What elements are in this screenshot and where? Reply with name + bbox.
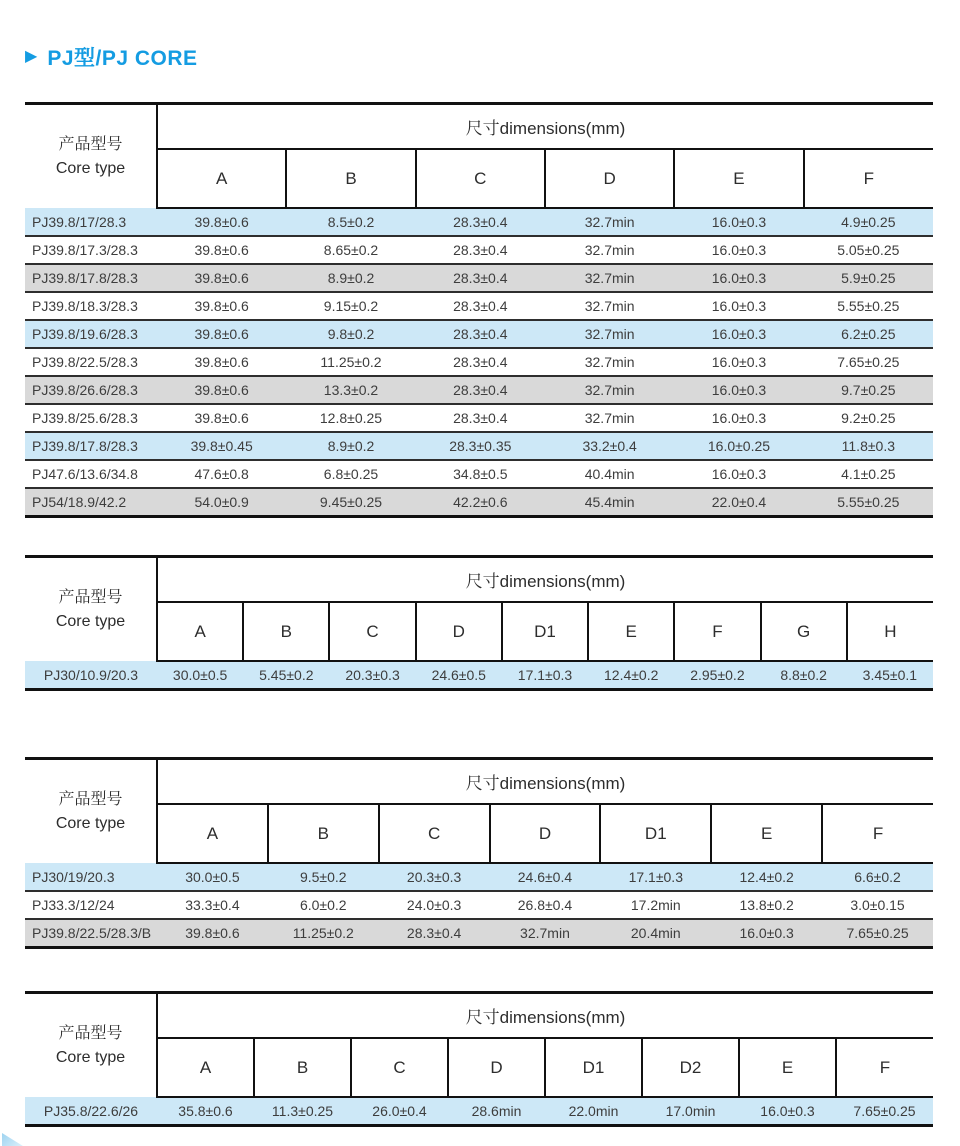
value-cell: 32.7min: [584, 410, 635, 426]
page-title-text: PJ型/PJ CORE: [47, 47, 198, 70]
value-cell: 39.8±0.6: [194, 298, 249, 314]
table-row: [25, 460, 933, 488]
value-cell: 39.8±0.45: [190, 438, 253, 454]
table-row: [25, 1097, 933, 1126]
value-cell: 39.8±0.6: [194, 326, 249, 342]
corner-decoration: [2, 1133, 23, 1146]
core-type-cell: PJ39.8/19.6/28.3: [32, 326, 138, 342]
value-cell: 26.8±0.4: [517, 897, 573, 913]
value-cell: 16.0±0.3: [739, 925, 794, 941]
table-row: [25, 863, 933, 891]
table-row: [25, 348, 933, 376]
value-cell: 39.8±0.6: [194, 270, 249, 286]
value-cell: 39.8±0.6: [185, 925, 240, 941]
core-type-cell: PJ47.6/13.6/34.8: [32, 466, 138, 482]
column-header-F: F: [822, 804, 933, 863]
value-cell: 54.0±0.9: [194, 494, 249, 510]
value-cell: 7.65±0.25: [853, 1103, 916, 1119]
column-header-E: E: [588, 602, 674, 661]
core-type-cell: PJ39.8/17.8/28.3: [32, 438, 138, 454]
column-header-C: C: [416, 149, 545, 208]
core-type-cell: PJ30/19/20.3: [32, 868, 115, 885]
table-row: [25, 404, 933, 432]
column-header-D1: D1: [502, 602, 588, 661]
value-cell: 28.3±0.4: [453, 410, 508, 426]
value-cell: 20.4min: [630, 925, 681, 941]
value-cell: 9.5±0.2: [299, 869, 347, 885]
value-cell: 22.0min: [568, 1103, 619, 1119]
value-cell: 11.25±0.2: [292, 925, 354, 941]
value-cell: 16.0±0.3: [711, 270, 767, 286]
value-cell: 32.7min: [584, 214, 635, 230]
value-cell: 16.0±0.3: [711, 354, 767, 370]
value-cell: 6.8±0.25: [323, 466, 379, 482]
value-cell: 8.9±0.2: [327, 438, 375, 454]
value-cell: 45.4min: [584, 494, 635, 510]
value-cell: 13.8±0.2: [739, 897, 794, 913]
value-cell: 3.0±0.15: [850, 897, 905, 913]
value-cell: 2.95±0.2: [690, 667, 745, 683]
value-cell: 6.0±0.2: [299, 897, 347, 913]
value-cell: 28.3±0.4: [453, 214, 508, 230]
value-cell: 32.7min: [520, 925, 570, 941]
value-cell: 33.3±0.4: [185, 897, 240, 913]
value-cell: 28.3±0.4: [453, 298, 508, 314]
value-cell: 40.4min: [584, 466, 635, 482]
value-cell: 24.6±0.5: [431, 667, 486, 683]
core-type-cell: PJ39.8/22.5/28.3/B: [32, 925, 152, 941]
value-cell: 12.4±0.2: [739, 869, 794, 885]
value-cell: 12.8±0.25: [319, 410, 383, 426]
column-header-D1: D1: [545, 1038, 642, 1097]
tables-container: [25, 102, 933, 1127]
column-header-D: D: [490, 804, 601, 863]
dimensions-table-1: [25, 102, 933, 518]
value-cell: 8.9±0.2: [327, 270, 375, 286]
value-cell: 7.65±0.25: [846, 925, 909, 941]
value-cell: 6.2±0.25: [841, 326, 896, 342]
value-cell: 11.3±0.25: [271, 1103, 334, 1119]
value-cell: 28.3±0.4: [406, 925, 462, 941]
value-cell: 24.0±0.3: [406, 897, 462, 913]
table-row: [25, 376, 933, 404]
column-header-C: C: [379, 804, 490, 863]
value-cell: 39.8±0.6: [194, 214, 249, 230]
core-type-header: 产品型号 Core type: [25, 104, 157, 209]
core-type-cell: PJ39.8/18.3/28.3: [32, 298, 138, 314]
value-cell: 5.05±0.25: [837, 242, 900, 258]
column-header-E: E: [674, 149, 803, 208]
value-cell: 17.0min: [665, 1103, 716, 1119]
value-cell: 17.1±0.3: [628, 869, 683, 885]
value-cell: 16.0±0.3: [711, 214, 767, 230]
core-type-cell: PJ39.8/22.5/28.3: [32, 354, 138, 370]
core-type-cell: PJ35.8/22.6/26: [43, 1102, 139, 1119]
value-cell: 28.3±0.4: [453, 382, 508, 398]
dimensions-table-2: [25, 555, 933, 691]
value-cell: 16.0±0.3: [711, 382, 767, 398]
value-cell: 34.8±0.5: [453, 466, 508, 482]
value-cell: 16.0±0.3: [711, 326, 767, 342]
table-row: [25, 236, 933, 264]
value-cell: 16.0±0.3: [711, 298, 767, 314]
value-cell: 28.6min: [471, 1103, 522, 1119]
value-cell: 16.0±0.3: [711, 242, 767, 258]
value-cell: 4.1±0.25: [841, 466, 896, 482]
value-cell: 39.8±0.6: [194, 354, 249, 370]
column-header-B: B: [268, 804, 379, 863]
table-row: [25, 432, 933, 460]
value-cell: 24.6±0.4: [517, 869, 573, 885]
value-cell: 4.9±0.25: [841, 214, 896, 230]
core-type-cell: PJ39.8/17.3/28.3: [32, 242, 138, 258]
value-cell: 20.3±0.3: [345, 667, 400, 683]
value-cell: 30.0±0.5: [172, 667, 228, 683]
column-header-B: B: [254, 1038, 351, 1097]
column-header-H: H: [847, 602, 933, 661]
table-row: [25, 320, 933, 348]
dimensions-header: 尺寸dimensions(mm): [157, 557, 933, 603]
value-cell: 28.3±0.4: [453, 354, 508, 370]
value-cell: 32.7min: [584, 242, 635, 258]
value-cell: 13.3±0.2: [323, 382, 379, 398]
column-header-E: E: [711, 804, 822, 863]
title-arrow-icon: ▶: [25, 48, 38, 65]
column-header-F: F: [836, 1038, 933, 1097]
column-header-B: B: [243, 602, 329, 661]
column-header-D2: D2: [642, 1038, 739, 1097]
dimensions-header: 尺寸dimensions(mm): [157, 759, 933, 805]
value-cell: 32.7min: [584, 326, 635, 342]
table-row: [25, 891, 933, 919]
value-cell: 20.3±0.3: [406, 869, 462, 885]
value-cell: 8.5±0.2: [327, 214, 375, 230]
column-header-D: D: [545, 149, 674, 208]
column-header-D: D: [448, 1038, 545, 1097]
column-header-F: F: [674, 602, 760, 661]
value-cell: 11.25±0.2: [320, 354, 382, 370]
table-row: [25, 661, 933, 690]
value-cell: 6.6±0.2: [854, 869, 901, 885]
value-cell: 9.8±0.2: [327, 326, 375, 342]
value-cell: 30.0±0.5: [185, 869, 240, 885]
table-row: [25, 919, 933, 948]
core-type-cell: PJ39.8/17/28.3: [32, 213, 127, 230]
value-cell: 42.2±0.6: [453, 494, 508, 510]
column-header-A: A: [157, 149, 286, 208]
value-cell: 39.8±0.6: [194, 382, 249, 398]
value-cell: 5.55±0.25: [837, 298, 900, 314]
table-row: [25, 208, 933, 236]
value-cell: 28.3±0.4: [453, 326, 508, 342]
value-cell: 33.2±0.4: [582, 438, 637, 454]
dimensions-header: 尺寸dimensions(mm): [157, 104, 933, 150]
value-cell: 16.0±0.3: [760, 1103, 815, 1119]
value-cell: 16.0±0.3: [711, 410, 767, 426]
column-header-A: A: [157, 602, 243, 661]
value-cell: 9.15±0.2: [323, 298, 379, 314]
column-header-D1: D1: [600, 804, 711, 863]
value-cell: 32.7min: [584, 354, 635, 370]
column-header-A: A: [157, 804, 268, 863]
table-row: [25, 264, 933, 292]
dimensions-table-4: [25, 991, 933, 1127]
value-cell: 5.45±0.2: [259, 667, 314, 683]
value-cell: 32.7min: [584, 382, 635, 398]
core-type-cell: PJ30/10.9/20.3: [43, 666, 139, 683]
value-cell: 11.8±0.3: [841, 438, 895, 454]
value-cell: 35.8±0.6: [178, 1103, 233, 1119]
value-cell: 8.8±0.2: [780, 667, 827, 683]
value-cell: 7.65±0.25: [837, 354, 900, 370]
page-title: [25, 0, 933, 72]
value-cell: 47.6±0.8: [194, 466, 249, 482]
core-type-cell: PJ39.8/17.8/28.3: [32, 270, 138, 286]
value-cell: 5.9±0.25: [841, 270, 896, 286]
column-header-C: C: [329, 602, 415, 661]
value-cell: 39.8±0.6: [194, 242, 249, 258]
value-cell: 28.3±0.4: [453, 270, 508, 286]
column-header-B: B: [286, 149, 415, 208]
dimensions-table-3: [25, 757, 933, 949]
value-cell: 8.65±0.2: [323, 242, 379, 258]
column-header-A: A: [157, 1038, 254, 1097]
value-cell: 32.7min: [584, 270, 635, 286]
column-header-G: G: [761, 602, 847, 661]
core-type-cell: PJ33.3/12/24: [32, 897, 115, 913]
core-type-cell: PJ39.8/26.6/28.3: [32, 382, 138, 398]
value-cell: 16.0±0.25: [707, 438, 771, 454]
column-header-C: C: [351, 1038, 448, 1097]
value-cell: 22.0±0.4: [711, 494, 767, 510]
value-cell: 17.1±0.3: [517, 667, 573, 683]
core-type-header: 产品型号 Core type: [25, 557, 157, 662]
table-row: [25, 488, 933, 517]
column-header-F: F: [804, 149, 933, 208]
value-cell: 5.55±0.25: [837, 494, 900, 510]
value-cell: 26.0±0.4: [372, 1103, 427, 1119]
column-header-D: D: [416, 602, 502, 661]
value-cell: 28.3±0.4: [453, 242, 508, 258]
value-cell: 9.7±0.25: [841, 382, 896, 398]
core-type-header: 产品型号 Core type: [25, 993, 157, 1098]
value-cell: 9.45±0.25: [319, 494, 383, 510]
core-type-header: 产品型号 Core type: [25, 759, 157, 864]
value-cell: 17.2min: [630, 897, 681, 913]
dimensions-header: 尺寸dimensions(mm): [157, 993, 933, 1039]
value-cell: 39.8±0.6: [194, 410, 249, 426]
table-row: [25, 292, 933, 320]
core-type-cell: PJ54/18.9/42.2: [32, 494, 127, 510]
value-cell: 9.2±0.25: [841, 410, 896, 426]
column-header-E: E: [739, 1038, 836, 1097]
value-cell: 28.3±0.35: [449, 438, 512, 454]
value-cell: 16.0±0.3: [711, 466, 767, 482]
value-cell: 3.45±0.1: [862, 667, 918, 683]
value-cell: 32.7min: [584, 298, 635, 314]
core-type-cell: PJ39.8/25.6/28.3: [32, 410, 138, 426]
value-cell: 12.4±0.2: [604, 667, 659, 683]
